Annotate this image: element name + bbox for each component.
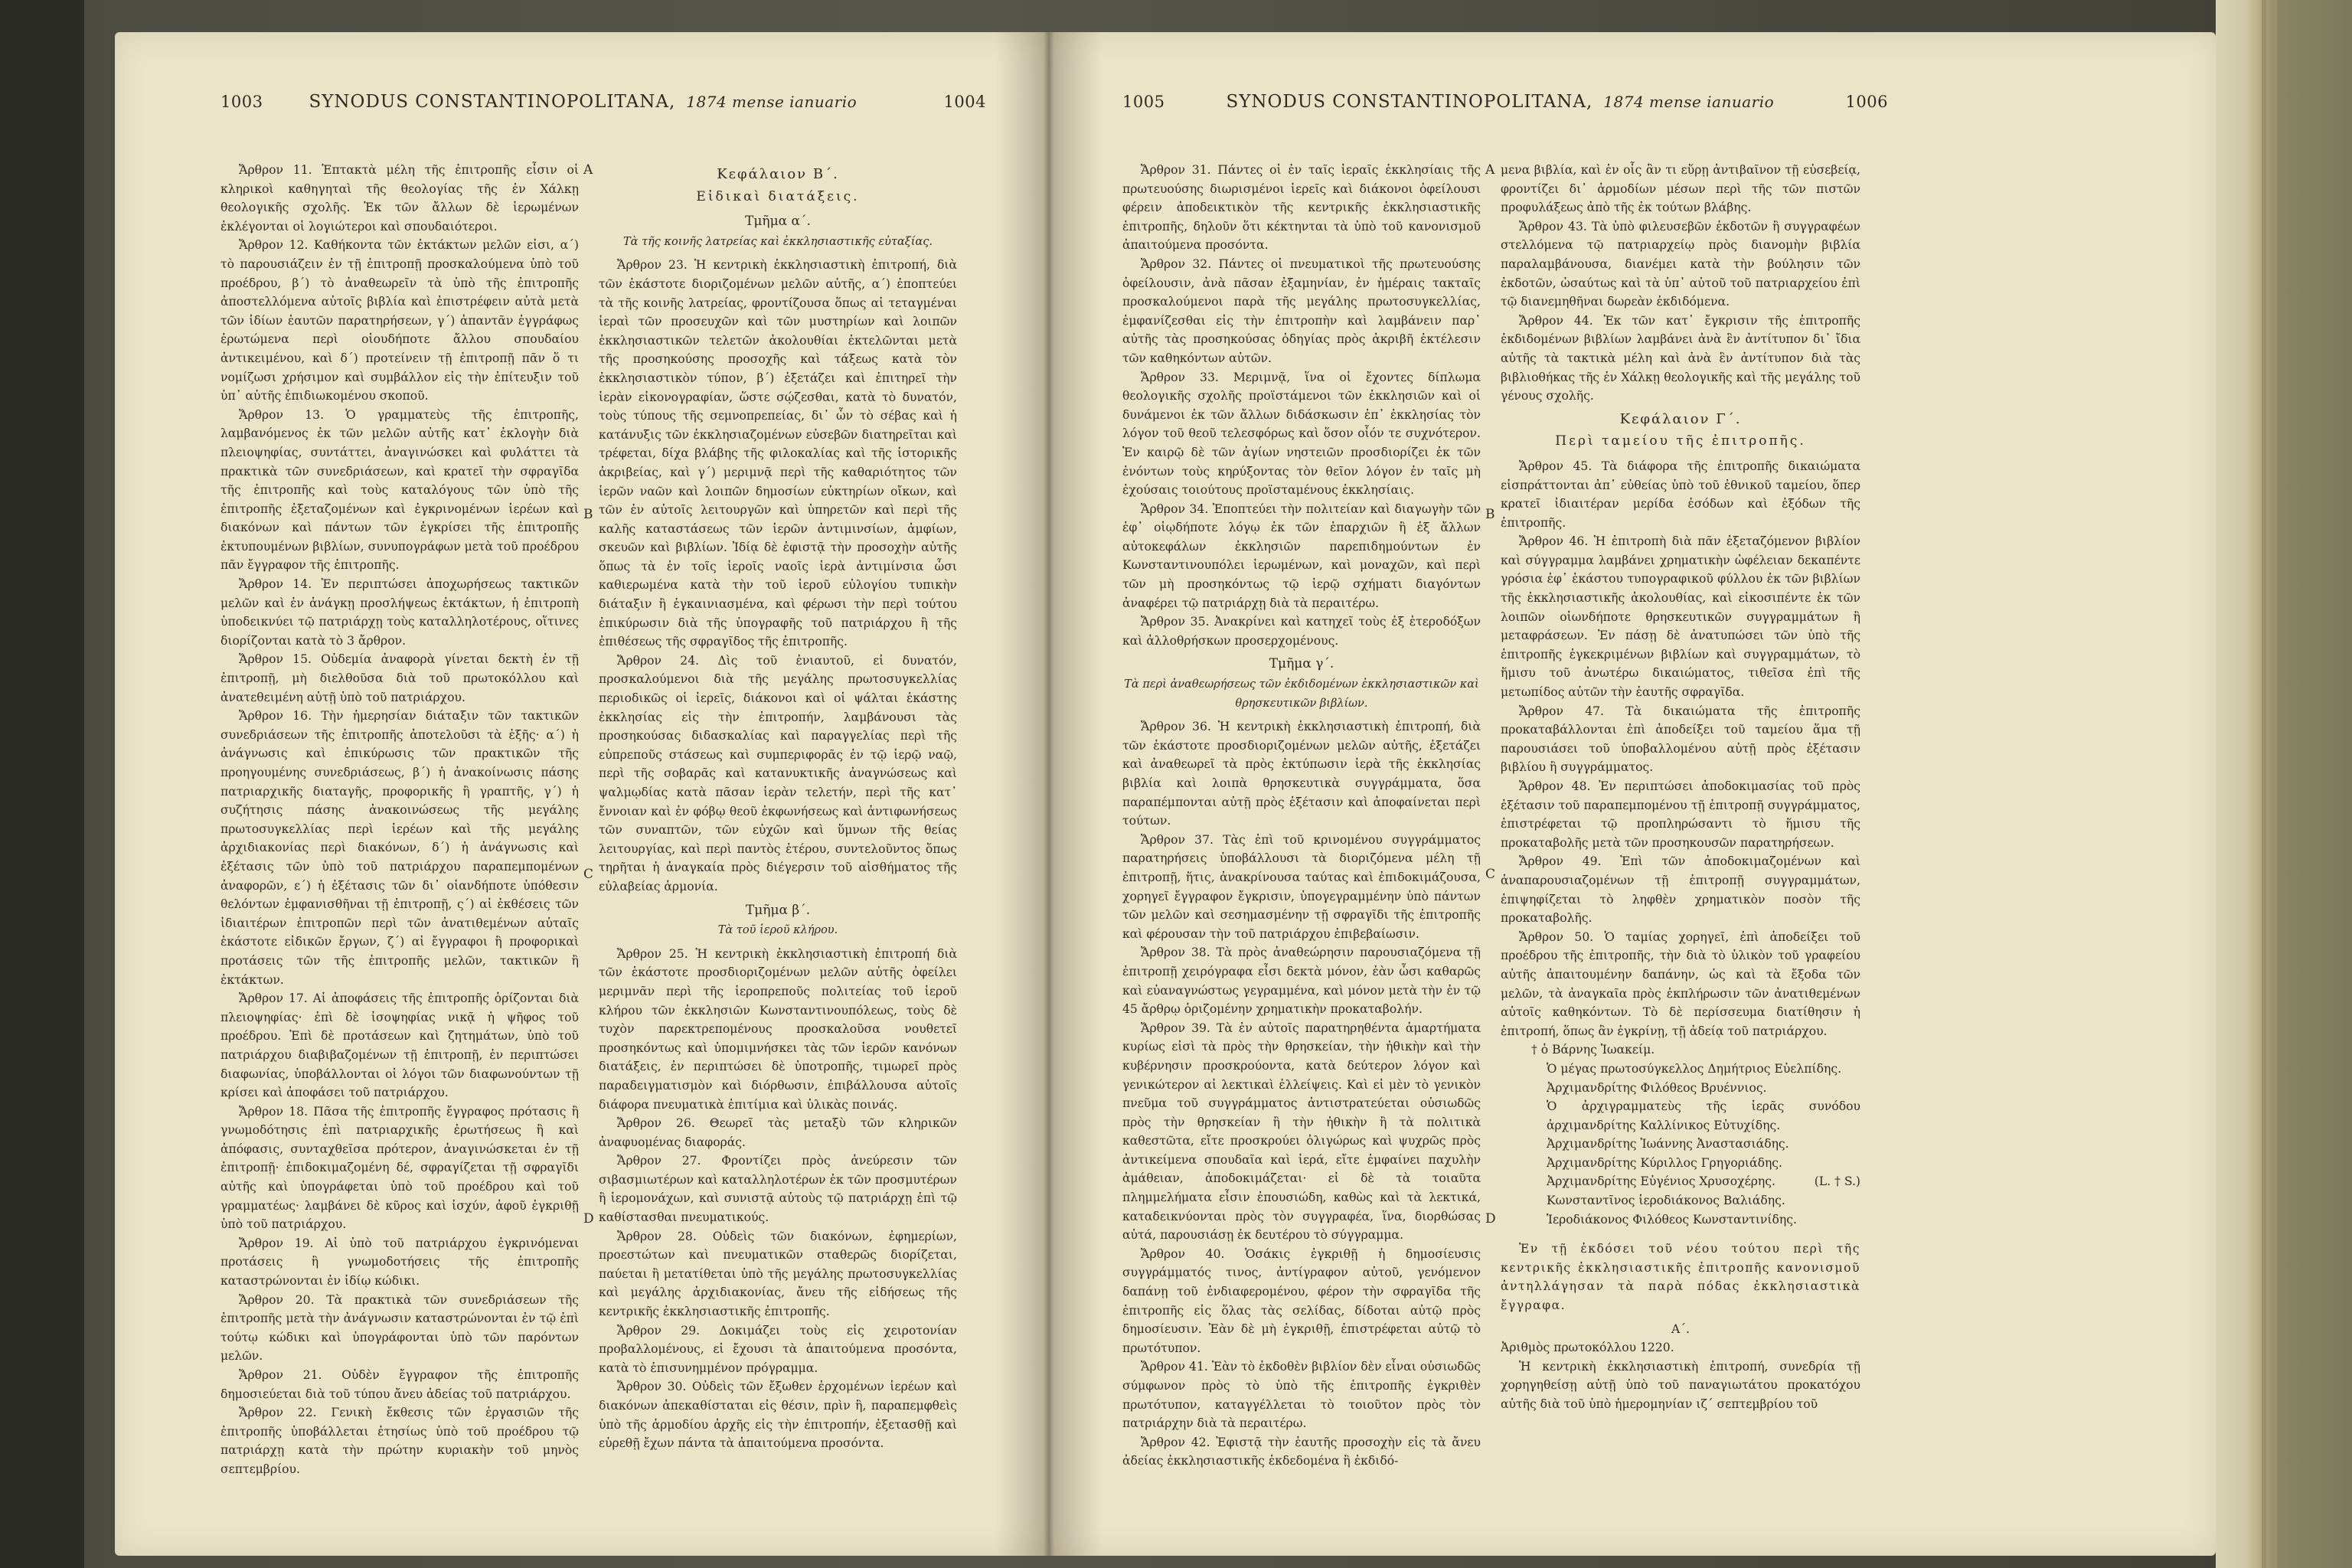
article: Ἄρθρον 14. Ἐν περιπτώσει ἀποχωρήσεως τακτικῶν μελῶν καὶ ἐν ἀνάγκῃ προσλήψεως ἐκτάκτων, ἡ ἐπιτροπὴ ὑποδεικνύει τῷ πατριάρχῃ τοὺς καταλληλοτέρους, οἵτινες διορίζονται κατὰ τὸ 3 ἄρθρον.	[220, 577, 579, 648]
page-number: 1003	[220, 93, 263, 111]
running-title: SYNODUS CONSTANTINOPOLITANA,	[1226, 92, 1593, 112]
article: Ἄρθρον 13. Ὁ γραμματεὺς τῆς ἐπιτροπῆς, λαμβανόμενος ἐκ τῶν μελῶν αὐτῆς κατ᾽ ἐκλογὴν διὰ πλειοψηφίας, συντάττει, ἀναγινώσκει καὶ φυλάττει τὰ πρακτικὰ τῶν συνεδριάσεων, καὶ κρατεῖ τὴν σφραγῖδα τῆς ἐπιτροπῆς καὶ τοὺς καταλόγους τῶν ὑπὸ τῆς ἐπιτροπῆς ἐξεταζομένων καὶ ἐγκρινομένων ἱερέων καὶ διακόνων καὶ πάντων τῶν ἐγκρίσει τῆς ἐπιτροπῆς ἐκτυπουμένων βιβλίων, συνυπογράφων μετὰ τοῦ προέδρου πᾶν ἔγγραφον τῆς ἐπιτροπῆς.	[220, 407, 579, 573]
signature-line: Κωνσταντῖνος ἱεροδιάκονος Βαλιάδης.	[1547, 1194, 1785, 1208]
article: Ἄρθρον 39. Τὰ ἐν αὐτοῖς παρατηρηθέντα ἁμαρτήματα κυρίως εἰσὶ τὰ πρὸς τὴν θρησκείαν, τὴν ἠθικὴν καὶ τὴν κυβέρνησιν προσκρούοντα, κατὰ δεύτερον λόγον καὶ γενικώτερον αἱ λεκτικαὶ ἐλλείψεις. Καὶ εἰ μὲν τὸ γενικὸν πνεῦμα τοῦ συγγράμματος ἀντιστρατεύεται οὐσιωδῶς πρὸς τὴν θρησκείαν ἢ τὴν ἠθικὴν ἢ τὰ πολιτικὰ καθεστῶτα, εἴτε προσκρούει ὀλιγώρως καὶ ψυχρῶς πρὸς ἀντικείμενα σπουδαῖα καὶ ἱερά, εἴτε ἐμφαίνει παχυλὴν ἀμάθειαν, ἀποδοκιμάζεται· εἰ δὲ τὰ τοιαῦτα πλημμελήματα εἶσιν ἐπουσιώδη, καθὼς καὶ τὰ λεκτικά, καταδεικνύονται πρὸς τὸν συγγραφέα, ἵνα, διορθώσας αὐτά, παρουσιάσῃ ἐκ δευτέρου τὸ σύγγραμμα.	[1122, 1021, 1481, 1243]
chapter-heading: Κεφάλαιον Β΄.	[717, 166, 839, 182]
article: Ἄρθρον 28. Οὐδεὶς τῶν διακόνων, ἐφημερίων, προεστώτων καὶ πνευματικῶν σταθερῶς διορίζεται, παύεται ἢ μετατίθεται ὑπὸ τῆς μεγάλης πρωτοσυγκελλίας καὶ μεγάλης ἀρχιδιακονίας, ἄνευ τῆς εἰδήσεως τῆς κεντρικῆς ἐκκλησιαστικῆς ἐπιτροπῆς.	[599, 1229, 957, 1319]
article: Ἄρθρον 18. Πᾶσα τῆς ἐπιτροπῆς ἔγγραφος πρότασις ἢ γνωμοδότησις ἐπὶ πατριαρχικῆς ἐρωτήσεως ἢ καὶ ἀπόφασις, συνταχθεῖσα πρότερον, ἀναγινώσκεται ἐν τῇ ἐπιτροπῇ· ἐπιδοκιμαζομένη δέ, σφραγίζεται τῇ σφραγῖδι αὐτῆς καὶ ὑπογράφεται ὑπὸ τοῦ προέδρου καὶ τοῦ γραμματέως· λαμβάνει δὲ κῦρος καὶ ἰσχύν, ἀφοῦ ἐγκριθῇ ὑπὸ τοῦ πατριάρχου.	[220, 1104, 579, 1232]
article: Ἄρθρον 40. Ὁσάκις ἐγκριθῇ ἡ δημοσίευσις συγγράμματός τινος, ἀντίγραφον αὐτοῦ, γενόμενον δαπάνῃ τοῦ ἐνδιαφερομένου, φέρον τὴν σφραγῖδα τῆς ἐπιτροπῆς εἰς ὅλας τὰς σελίδας, δίδοται αὐτῷ πρὸς δημοσίευσιν. Ἐὰν δὲ μὴ ἐγκριθῇ, ἐπιστρέφεται αὐτῷ τὸ πρωτότυπον.	[1122, 1246, 1481, 1355]
right-running-head	[1122, 92, 1888, 112]
protocol-number: Ἀριθμὸς πρωτοκόλλου 1220.	[1501, 1341, 1674, 1355]
signature-line: Ἀρχιμανδρίτης Ἰωάννης Ἀναστασιάδης.	[1547, 1137, 1789, 1152]
left-page	[115, 32, 1047, 1556]
signature-line: Ἀρχιμανδρίτης Φιλόθεος Βρυέννιος.	[1547, 1080, 1767, 1095]
article: Ἄρθρον 16. Τὴν ἡμερησίαν διάταξιν τῶν τακτικῶν συνεδριάσεων τῆς ἐπιτροπῆς ἀποτελοῦσι τὰ ἑξῆς· α΄) ἡ ἀνάγνωσις καὶ ἐπικύρωσις τῶν πρακτικῶν τῆς προηγουμένης συνεδριάσεως, β΄) ἡ ἀνακοίνωσις πάσης πατριαρχικῆς διαταγῆς, προφορικῆς ἢ γραπτῆς, γ΄) ἡ συζήτησις πάσης ἀνακοινώσεως τῆς μεγάλης πρωτοσυγκελλίας περὶ ἱερέων καὶ τῆς μεγάλης ἀρχιδιακονίας περὶ διακόνων, δ΄) ἡ ἀνάγνωσις καὶ ἐξέτασις τῶν ὑπὸ τοῦ πατριάρχου παραπεμπομένων ἀναφορῶν, ε΄) ἡ ἐξέτασις τῶν δι᾽ οἱανδήποτε ὑπόθεσιν θελόντων ἐμφανισθῆναι τῇ ἐπιτροπῇ, ς΄) αἱ ἐκθέσεις τῶν ἰδιαιτέρων ἐπιτροπῶν περὶ τῶν ἀνατιθεμένων αὐταῖς ἑκάστοτε εἰδικῶν ἔργων, ζ΄) αἱ ἔγγραφοι ἢ προφορικαὶ προτάσεις τῶν τῆς ἐπιτροπῆς μελῶν, τακτικῶν ἢ ἐκτάκτων.	[220, 709, 579, 987]
chapter-subheading: Εἰδικαὶ διατάξεις.	[696, 188, 860, 204]
signature-line: Ἀρχιμανδρίτης Εὐγένιος Χρυσοχέρης.	[1547, 1174, 1775, 1189]
signature-line: Ἱεροδιάκονος Φιλόθεος Κωνσταντινίδης.	[1547, 1212, 1797, 1227]
running-meta: 1874 mense ianuario	[686, 93, 858, 111]
margin-letter: B	[1485, 507, 1495, 522]
left-running-head	[220, 92, 986, 112]
article: Ἄρθρον 41. Ἐὰν τὸ ἐκδοθὲν βιβλίον δὲν εἶναι οὐσιωδῶς σύμφωνον πρὸς τὸ ὑπὸ τῆς ἐπιτροπῆς ἐγκριθὲν πρωτότυπον, καταγγέλλεται τὸ τοιοῦτον πρὸς τὸν πατριάρχην διὰ τὰ περαιτέρω.	[1122, 1360, 1481, 1431]
article: Ἄρθρον 35. Ἀνακρίνει καὶ κατηχεῖ τοὺς ἐξ ἑτεροδόξων καὶ ἀλλοθρήσκων προσερχομένους.	[1122, 615, 1481, 648]
left-column-2	[599, 161, 957, 1453]
seal-mark: (L. † S.)	[1814, 1174, 1860, 1189]
page-number: 1004	[943, 93, 986, 111]
section-caption: Τὰ τῆς κοινῆς λατρείας καὶ ἐκκλησιαστικῆς εὐταξίας.	[623, 235, 933, 248]
section-caption: Τὰ περὶ ἀναθεωρήσεως τῶν ἐκδιδομένων ἐκκλησιαστικῶν καὶ θρησκευτικῶν βιβλίων.	[1124, 678, 1479, 710]
margin-letter: A	[583, 162, 593, 178]
fore-edge-stripe	[2262, 0, 2266, 1568]
article: Ἄρθρον 49. Ἐπὶ τῶν ἀποδοκιμαζομένων καὶ ἀναπαρουσιαζομένων τῇ ἐπιτροπῇ συγγραμμάτων, ἐπιψηφίζεται τὸ ληφθὲν χρηματικὸν ποσὸν τῆς προκαταβολῆς.	[1501, 854, 1860, 926]
signature-line: † ὁ Βάρνης Ἰωακείμ.	[1531, 1043, 1655, 1057]
signature-line: Ὁ μέγας πρωτοσύγκελλος Δημήτριος Εὐελπίδης.	[1547, 1061, 1842, 1076]
fore-edge-stripe	[2272, 0, 2277, 1568]
article: Ἄρθρον 26. Θεωρεῖ τὰς μεταξὺ τῶν κληρικῶν ἀναφυομένας διαφοράς.	[599, 1116, 957, 1149]
margin-letter: D	[1485, 1211, 1496, 1227]
signature-line: Ἀρχιμανδρίτης Κύριλλος Γρηγοριάδης.	[1547, 1155, 1782, 1170]
article: Ἄρθρον 31. Πάντες οἱ ἐν ταῖς ἱεραῖς ἐκκλησίαις τῆς πρωτευούσης διωρισμένοι ἱερεῖς καὶ διάκονοι ὀφείλουσι φέρειν ἀποδεικτικὸν τῆς κεντρικῆς ἐκκλησιαστικῆς ἐπιτροπῆς, δηλοῦν ὅτι κέκτηνται τὰ ὑπὸ τοῦ κανονισμοῦ ἀπαιτούμενα προσόντα.	[1122, 163, 1481, 253]
closing-paragraph: Ἐν τῇ ἐκδόσει τοῦ νέου τούτου περὶ τῆς κεντρικῆς ἐκκλησιαστικῆς ἐπιτροπῆς κανονισμοῦ ἀντηλλάγησαν τὰ παρὰ πόδας ἐκκλησιαστικὰ ἔγγραφα.	[1501, 1242, 1860, 1313]
chapter-subheading: Περὶ ταμείου τῆς ἐπιτροπῆς.	[1555, 433, 1806, 449]
section-heading: Τμῆμα α΄.	[745, 214, 811, 230]
signature-seal-row	[1501, 1172, 1860, 1191]
article: Ἄρθρον 43. Τὰ ὑπὸ φιλευσεβῶν ἐκδοτῶν ἢ συγγραφέων στελλόμενα τῷ πατριαρχείῳ πρὸς διανομὴν βιβλία παραλαμβάνουσα, διανέμει κατὰ τὴν βούλησιν τῶν ἐκδοτῶν, ὡσαύτως καὶ τὰ ὑπ᾽ αὐτοῦ τοῦ πατριαρχείου ἐπὶ τῷ διανεμηθῆναι δωρεὰν ἐκδιδόμενα.	[1501, 219, 1860, 309]
article: Ἄρθρον 36. Ἡ κεντρικὴ ἐκκλησιαστικὴ ἐπιτροπή, διὰ τῶν ἑκάστοτε προσδιοριζομένων μελῶν αὐτῆς, ἐξετάζει καὶ ἀναθεωρεῖ τὰ πρὸς ἐκτύπωσιν ἱερὰ τῆς ἐκκλησίας βιβλία καὶ λοιπὰ θρησκευτικὰ συγγράμματα, ὅσα παραπέμπονται αὐτῇ πρὸς ἐξέτασιν καὶ ἀποφαίνεται περὶ τούτων.	[1122, 720, 1481, 828]
article: Ἄρθρον 15. Οὐδεμία ἀναφορὰ γίνεται δεκτὴ ἐν τῇ ἐπιτροπῇ, μὴ διελθοῦσα διὰ τοῦ πρωτοκόλλου καὶ ἀνατεθειμένη αὐτῇ ὑπὸ τοῦ πατριάρχου.	[220, 652, 579, 704]
article: Ἄρθρον 34. Ἐποπτεύει τὴν πολιτείαν καὶ διαγωγὴν τῶν ἐφ᾽ οἱῳδήποτε λόγῳ ἐκ τῶν ἐπαρχιῶν ἢ ἐξ ἄλλων αὐτοκεφάλων ἐκκλησιῶν παρεπιδημούντων ἐν Κωνσταντινουπόλει ἱερωμένων, καὶ μοναχῶν, καὶ περὶ τῶν μὴ προσηκόντως τῷ ἱερῷ σχήματι διαγόντων ἀναφέρει τῷ πατριάρχῃ διὰ τὰ περαιτέρω.	[1122, 501, 1481, 610]
section-heading: Τμῆμα γ΄.	[1269, 656, 1334, 672]
article: Ἄρθρον 27. Φροντίζει πρὸς ἀνεύρεσιν τῶν σιβασμιωτέρων καὶ καταλληλοτέρων ἐκ τῶν προσμυτέρων ἢ ἱερομονάχων, καὶ συνιστᾷ αὐτοὺς τῷ πατριάρχῃ ἐπὶ τῷ καθίστασθαι πνευματικούς.	[599, 1154, 957, 1225]
page-number: 1005	[1122, 93, 1165, 111]
document-letter: Α΄.	[1671, 1321, 1690, 1336]
article: Ἄρθρον 30. Οὐδεὶς τῶν ἔξωθεν ἐρχομένων ἱερέων καὶ διακόνων ἀπεκαθίσταται εἰς θέσιν, πρὶν ἢ, παραπεμφθεὶς ὑπὸ τῆς ἁρμοδίου ἀρχῆς εἰς τὴν ἐπιτροπήν, ἐξετασθῇ καὶ εὑρεθῇ ἔχων πάντα τὰ ἀπαιτούμενα προσόντα.	[599, 1380, 957, 1451]
article: Ἄρθρον 21. Οὐδὲν ἔγγραφον τῆς ἐπιτροπῆς δημοσιεύεται διὰ τοῦ τύπου ἄνευ ἀδείας τοῦ πατριάρχου.	[220, 1368, 579, 1401]
closing-text: Ἡ κεντρικὴ ἐκκλησιαστικὴ ἐπιτροπή, συνεδρία τῇ χορηγηθείσῃ αὐτῇ ὑπὸ τοῦ παναγιωτάτου προκατόχου αὐτῆς διὰ τοῦ ὑπὸ ἡμερομηνίαν ιζ΄ σεπτεμβρίου τοῦ	[1501, 1359, 1860, 1411]
article: Ἄρθρον 46. Ἡ ἐπιτροπὴ διὰ πᾶν ἐξεταζόμενον βιβλίον καὶ σύγγραμμα λαμβάνει χρηματικὴν ὠφέλειαν δεκαπέντε γρόσια ἐφ᾽ ἑκάστου τυπογραφικοῦ φύλλου ἐκ τῶν βιβλίων τῆς ἐκκλησιαστικῆς ἀκολουθίας, καὶ εἰκοσιπέντε ἐκ τῶν λοιπῶν οἱωνδήποτε θρησκευτικῶν συγγραμμάτων ἢ μεταφράσεων. Ἐν πάσῃ δὲ ἀνατυπώσει τῶν ὑπὸ τῆς ἐπιτροπῆς ἐγκεκριμένων βιβλίων καὶ συγγραμμάτων, τὸ ἥμισυ τοῦ ἀνωτέρω δικαιώματος, τιθεῖσα ἐπὶ τῆς μετωπίδος αὐτῶν τὴν ἑαυτῆς σφραγῖδα.	[1501, 534, 1860, 700]
left-column-1	[220, 161, 579, 1479]
article: Ἄρθρον 42. Ἐφιστᾷ τὴν ἑαυτῆς προσοχὴν εἰς τὰ ἄνευ ἀδείας ἐκκλησιαστικῆς ἐκδεδομένα ἢ ἐκδιδό-	[1122, 1435, 1481, 1468]
page-number: 1006	[1845, 93, 1888, 111]
article: Ἄρθρον 47. Τὰ δικαιώματα τῆς ἐπιτροπῆς προκαταβάλλονται ἐπὶ ἀποδείξει τοῦ ταμείου ἅμα τῇ παρουσιάσει τοῦ ὑποβαλλομένου αὐτῇ πρὸς ἐξέτασιν βιβλίου ἢ συγγράμματος.	[1501, 704, 1860, 775]
book-fore-edge	[2216, 0, 2352, 1568]
running-title: SYNODUS CONSTANTINOPOLITANA,	[309, 92, 676, 112]
margin-letter: B	[583, 507, 593, 522]
article: Ἄρθρον 44. Ἐκ τῶν κατ᾽ ἔγκρισιν τῆς ἐπιτροπῆς ἐκδιδομένων βιβλίων λαμβάνει ἀνὰ ἓν ἀντίτυπον δι᾽ ἴδια αὐτῆς τὰ τακτικὰ μέλη καὶ ἀνὰ ἓν ἀντίτυπον διὰ τὰς βιβλιοθήκας τῆς ἐν Χάλκῃ θεολογικῆς καὶ τῆς μεγάλης τοῦ γένους σχολῆς.	[1501, 313, 1860, 403]
margin-letter: C	[1485, 867, 1496, 882]
article: Ἄρθρον 48. Ἐν περιπτώσει ἀποδοκιμασίας τοῦ πρὸς ἐξέτασιν τοῦ παραπεμπομένου τῇ ἐπιτροπῇ συγγράμματος, ἐπιστρέφεται τῷ προπληρώσαντι τὸ ἥμισυ τῆς προκαταβολῆς μετὰ τῶν προσηκουσῶν παρατηρήσεων.	[1501, 779, 1860, 850]
article: Ἄρθρον 50. Ὁ ταμίας χορηγεῖ, ἐπὶ ἀποδείξει τοῦ προέδρου τῆς ἐπιτροπῆς, τὴν διὰ τὸ ὑλικὸν τοῦ γραφείου αὐτῆς ἀπαιτουμένην δαπάνην, ὡς καὶ τὰ ἔξοδα τῶν μελῶν, τὰ ἀναγκαῖα πρὸς ἐκπλήρωσιν τῶν ἀνατιθεμένων αὐτοῖς καθηκόντων. Τὸ δὲ περίσσευμα διατίθησιν ἡ ἐπιτροπή, ὅπως ἂν ἐγκρίνῃ, τῇ ἀδείᾳ τοῦ πατριάρχου.	[1501, 929, 1860, 1038]
article: Ἄρθρον 32. Πάντες οἱ πνευματικοὶ τῆς πρωτευούσης ὀφείλουσιν, ἀνὰ πᾶσαν ἑξαμηνίαν, ἐν ἡμέραις τακταῖς προσκαλούμενοι παρὰ τῆς μεγάλης πρωτοσυγκελλίας, ἐμφανίζεσθαι εἰς τὴν ἐπιτροπὴν καὶ λαμβάνειν παρ᾽ αὐτῆς τὰς προσηκούσας ὁδηγίας πρὸς ἀκριβῆ ἐκτέλεσιν τῶν καθηκόντων αὐτῶν.	[1122, 256, 1481, 365]
article: Ἄρθρον 24. Δὶς τοῦ ἐνιαυτοῦ, εἰ δυνατόν, προσκαλούμενοι διὰ τῆς μεγάλης πρωτοσυγκελλίας περιοδικῶς οἱ ἱερεῖς, διάκονοι καὶ οἱ ψάλται ἑκάστης ἐκκλησίας εἰς τὴν ἐπιτροπήν, λαμβάνουσι τὰς προσηκούσας διδασκαλίας καὶ παραγγελίας περὶ τῆς εὐπρεποῦς στάσεως καὶ συμπεριφορᾶς ἐν τῷ ἱερῷ ναῷ, περὶ τῆς σοβαρᾶς καὶ κατανυκτικῆς ἀναγνώσεως καὶ ψαλμῳδίας κατὰ πᾶσαν ἱερὰν τελετήν, περὶ τῆς κατ᾽ ἔννοιαν καὶ ἐν φόβῳ θεοῦ ἐκφωνήσεως καὶ ἀντιφωνήσεως τῶν συναπτῶν, τῶν εὐχῶν καὶ ὕμνων τῆς θείας λειτουργίας, καὶ περὶ παντὸς ἑτέρου, συντελοῦντος ὅπως τηρῆται ἡ ἀναγκαία πρὸς διέγερσιν τοῦ αἰσθήματος τῆς εὐλαβείας ἁρμονία.	[599, 653, 957, 893]
scan-left-edge	[0, 0, 84, 1568]
right-column-2	[1501, 161, 1860, 1414]
chapter-heading: Κεφάλαιον Γ΄.	[1619, 410, 1742, 427]
article: Ἄρθρον 23. Ἡ κεντρικὴ ἐκκλησιαστικὴ ἐπιτροπή, διὰ τῶν ἑκάστοτε διοριζομένων μελῶν αὐτῆς, α΄) ἐποπτεύει τὰ τῆς κοινῆς λατρείας, φροντίζουσα ὅπως αἱ τεταγμέναι ἱεραὶ τῶν προσευχῶν καὶ τῶν μυστηρίων καὶ λοιπῶν ἐκκλησιαστικῶν τελετῶν ἀκολουθίαι ἐκτελῶνται μετὰ τῆς προσηκούσης προσοχῆς καὶ τάξεως κατὰ τὸν ἐκκλησιαστικὸν τύπον, β΄) ἐξετάζει καὶ ἐπιτηρεῖ τὴν ἱερὰν εἰκονογραφίαν, ὥστε σῴζεσθαι, κατὰ τὸ δυνατόν, τοὺς τύπους τῆς σεμνοπρεπείας, δι᾽ ὧν τὸ σέβας καὶ ἡ κατάνυξις τῶν ἐκκλησιαζομένων εὐσεβῶν διατηρεῖται καὶ τρέφεται, δίχα βλάβης τῆς φιλοκαλίας καὶ τῆς ἱστορικῆς ἀκριβείας, καὶ γ΄) μεριμνᾷ περὶ τῆς καθαριότητος τῶν ἱερῶν ναῶν καὶ λοιπῶν δημοσίων εὐκτηρίων οἴκων, καὶ τῶν ἐν αὐτοῖς λειτουργῶν καὶ ὑπηρετῶν καὶ περὶ τῆς καλῆς καταστάσεως τῶν ἱερῶν ἀντιμινσίων, ἀμφίων, σκευῶν καὶ βιβλίων. Ἰδίᾳ δὲ ἐφιστᾷ τὴν προσοχὴν αὐτῆς ὅπως τὰ ἐν τοῖς ἱεροῖς ναοῖς ἱερὰ ἀντιμίνσια ὦσι καθιερωμένα κατὰ τὴν τοῦ ἱεροῦ εὐλογίου τυπικὴν διάταξιν ἢ ἐγκαινιασμένα, καὶ φέρωσι τὴν περὶ τούτου ἐπικύρωσιν διὰ τῆς ὑπογραφῆς τοῦ πατριάρχου ἢ τῆς ἐπιθέσεως τῆς σφραγῖδος τῆς ἐπιτροπῆς.	[599, 258, 957, 649]
right-page	[1047, 32, 2216, 1556]
right-column-1	[1122, 161, 1481, 1471]
article: Ἄρθρον 29. Δοκιμάζει τοὺς εἰς χειροτονίαν προβαλλομένους, εἰ ἔχουσι τὰ ἀπαιτούμενα προσόντα, κατὰ τὸ ἐπισυνημμένον πρόγραμμα.	[599, 1323, 957, 1375]
article: Ἄρθρον 22. Γενικὴ ἔκθεσις τῶν ἐργασιῶν τῆς ἐπιτροπῆς ὑποβάλλεται ἐτησίως ὑπὸ τοῦ προέδρου τῷ πατριάρχῃ κατὰ τὴν πρώτην κυριακὴν τοῦ μηνὸς σεπτεμβρίου.	[220, 1406, 579, 1476]
article: Ἄρθρον 33. Μεριμνᾷ, ἵνα οἱ ἔχοντες δίπλωμα θεολογικῆς σχολῆς προϊστάμενοι τῶν ἐκκλησιῶν καὶ οἱ δυνάμενοι ἐκ τῶν ἄλλων διδάσκωσιν ἐπ᾽ ἐκκλησίας τὸν λόγον τοῦ θεοῦ τελεσφόρως καὶ ὅσον οἷόν τε συχνότερον. Ἐν καιρῷ δὲ τῶν ἁγίων νηστειῶν προσδιορίζει ἐκ τῶν ἐνόντων τοὺς κηρύξοντας τὸν θεῖον λόγον ἐν ταῖς μὴ ἐχούσαις τοιούτους προϊσταμένους ἐκκλησίαις.	[1122, 370, 1481, 498]
article: Ἄρθρον 37. Τὰς ἐπὶ τοῦ κρινομένου συγγράμματος παρατηρήσεις ὑποβάλλουσι τὰ διοριζόμενα μέλη τῇ ἐπιτροπῇ, ἥτις, ἀνακρίνουσα ταύτας καὶ ἐπιδοκιμάζουσα, χορηγεῖ ἔγγραφον ἔγκρισιν, ὑπογεγραμμένην ὑπὸ πάντων τῶν μελῶν καὶ σεσημασμένην τῇ σφραγῖδι τῆς ἐπιτροπῆς καὶ φέρουσαν τὴν τοῦ πατριάρχου ἐπιβεβαίωσιν.	[1122, 832, 1481, 941]
article: Ἄρθρον 45. Τὰ διάφορα τῆς ἐπιτροπῆς δικαιώματα εἰσπράττονται ἀπ᾽ εὐθείας ὑπὸ τοῦ ἐθνικοῦ ταμείου, ὅπερ κρατεῖ ἰδιαιτέραν μερίδα ἐσόδων καὶ ἐξόδων τῆς ἐπιτροπῆς.	[1501, 459, 1860, 530]
article: Ἄρθρον 12. Καθήκοντα τῶν ἐκτάκτων μελῶν εἰσι, α΄) τὸ παρουσιάζειν ἐν τῇ ἐπιτροπῇ προσκαλούμενα ὑπὸ τοῦ προέδρου, β΄) τὸ ἀναθεωρεῖν τὰ ὑπὸ τῆς ἐπιτροπῆς ἀποστελλόμενα αὐτοῖς βιβλία καὶ ἐπιστρέφειν αὐτὰ μετὰ τῶν ἰδίων ἑαυτῶν παρατηρήσεων, γ΄) ἀπαντᾶν ἐγγράφως ἐρωτώμενα περὶ οἱουδήποτε ἄλλου σπουδαίου ἀντικειμένου, καὶ δ΄) προτείνειν τῇ ἐπιτροπῇ πᾶν ὅ τι νομίζωσι χρήσιμον καὶ συμβάλλον εἰς τὴν ἐπίτευξιν τοῦ ὑπ᾽ αὐτῆς ἐπιδιωκομένου σκοποῦ.	[220, 238, 579, 403]
margin-letter: C	[583, 867, 594, 882]
article: Ἄρθρον 25. Ἡ κεντρικὴ ἐκκλησιαστικὴ ἐπιτροπή διὰ τῶν ἑκάστοτε προσδιοριζομένων μελῶν αὐτῆς ὀφείλει μεριμνᾶν περὶ τῆς ἱεροπρεποῦς πολιτείας τοῦ ἱεροῦ κλήρου τῶν ἐκκλησιῶν Κωνσταντινουπόλεως, τοὺς δὲ τυχὸν παρεκτρεπομένους προσκαλοῦσα νουθετεῖ προσηκόντως καὶ ὑπομιμνήσκει τὰς τῶν ἱερῶν κανόνων διατάξεις, ἐν περιπτώσει δὲ ὑποτροπῆς, τιμωρεῖ πρὸς παραδειγματισμὸν καὶ διόρθωσιν, ἐπιβάλλουσα αὐτοῖς διάφορα πνευματικὰ ἐπιτίμια καὶ ὑλικὰς ποινάς.	[599, 946, 957, 1112]
article: Ἄρθρον 38. Τὰ πρὸς ἀναθεώρησιν παρουσιαζόμενα τῇ ἐπιτροπῇ χειρόγραφα εἶσι δεκτὰ μόνον, ἐὰν ὦσι καθαρῶς καὶ εὐαναγνώστως γεγραμμένα, καὶ μόνον μετὰ τὴν ἐν τῷ 45 ἄρθρῳ ὁριζομένην χρηματικὴν προκαταβολήν.	[1122, 946, 1481, 1017]
signature-line: Ὁ ἀρχιγραμματεὺς τῆς ἱερᾶς συνόδου ἀρχιμανδρίτης Καλλίνικος Εὐτυχίδης.	[1547, 1099, 1860, 1132]
section-heading: Τμῆμα β΄.	[745, 902, 811, 918]
article: Ἄρθρον 19. Αἱ ὑπὸ τοῦ πατριάρχου ἐγκρινόμεναι προτάσεις ἢ γνωμοδοτήσεις τῆς ἐπιτροπῆς καταστρώνονται ἐν ἰδίῳ κώδικι.	[220, 1236, 579, 1289]
running-meta: 1874 mense ianuario	[1603, 93, 1775, 111]
article-continued: μενα βιβλία, καὶ ἐν οἷς ἂν τι εὕρῃ ἀντιβαῖνον τῇ εὐσεβείᾳ, φροντίζει δι᾽ ἁρμοδίων μέσων περὶ τῆς τῶν πιστῶν προφυλάξεως ἀπὸ τῆς ἐκ τούτων βλάβης.	[1501, 163, 1860, 215]
margin-letter: D	[583, 1211, 594, 1227]
article: Ἄρθρον 11. Ἑπτακτὰ μέλη τῆς ἐπιτροπῆς εἶσιν οἱ κληρικοὶ καθηγηταὶ τῆς θεολογίας τῆς ἐν Χάλκῃ θεολογικῆς σχολῆς. Ἐκ τῶν ἄλλων δὲ ἱερωμένων ἐκλέγονται οἱ λογιώτεροι καὶ σπουδαιότεροι.	[220, 163, 579, 234]
article: Ἄρθρον 17. Αἱ ἀποφάσεις τῆς ἐπιτροπῆς ὁρίζονται διὰ πλειοψηφίας· ἐπὶ δὲ ἰσοψηφίας νικᾷ ἡ ψῆφος τοῦ προέδρου. Ἐπὶ δὲ προτάσεων καὶ ζητημάτων, ὑπὸ τοῦ πατριάρχου διαβιβαζομένων τῇ ἐπιτροπῇ, ἐν περιπτώσει διαφωνίας, ὑποβάλλονται οἱ λόγοι τῶν διαφωνούντων τῇ κρίσει καὶ ἀποφάσει τοῦ πατριάρχου.	[220, 991, 579, 1100]
margin-letter: A	[1485, 162, 1495, 178]
section-caption: Τὰ τοῦ ἱεροῦ κλήρου.	[717, 924, 838, 937]
article: Ἄρθρον 20. Τὰ πρακτικὰ τῶν συνεδριάσεων τῆς ἐπιτροπῆς μετὰ τὴν ἀνάγνωσιν καταστρώνονται ἐν τῷ ἐπὶ τούτῳ κώδικι καὶ ὑπογράφονται ὑπὸ τῶν παρόντων μελῶν.	[220, 1292, 579, 1364]
